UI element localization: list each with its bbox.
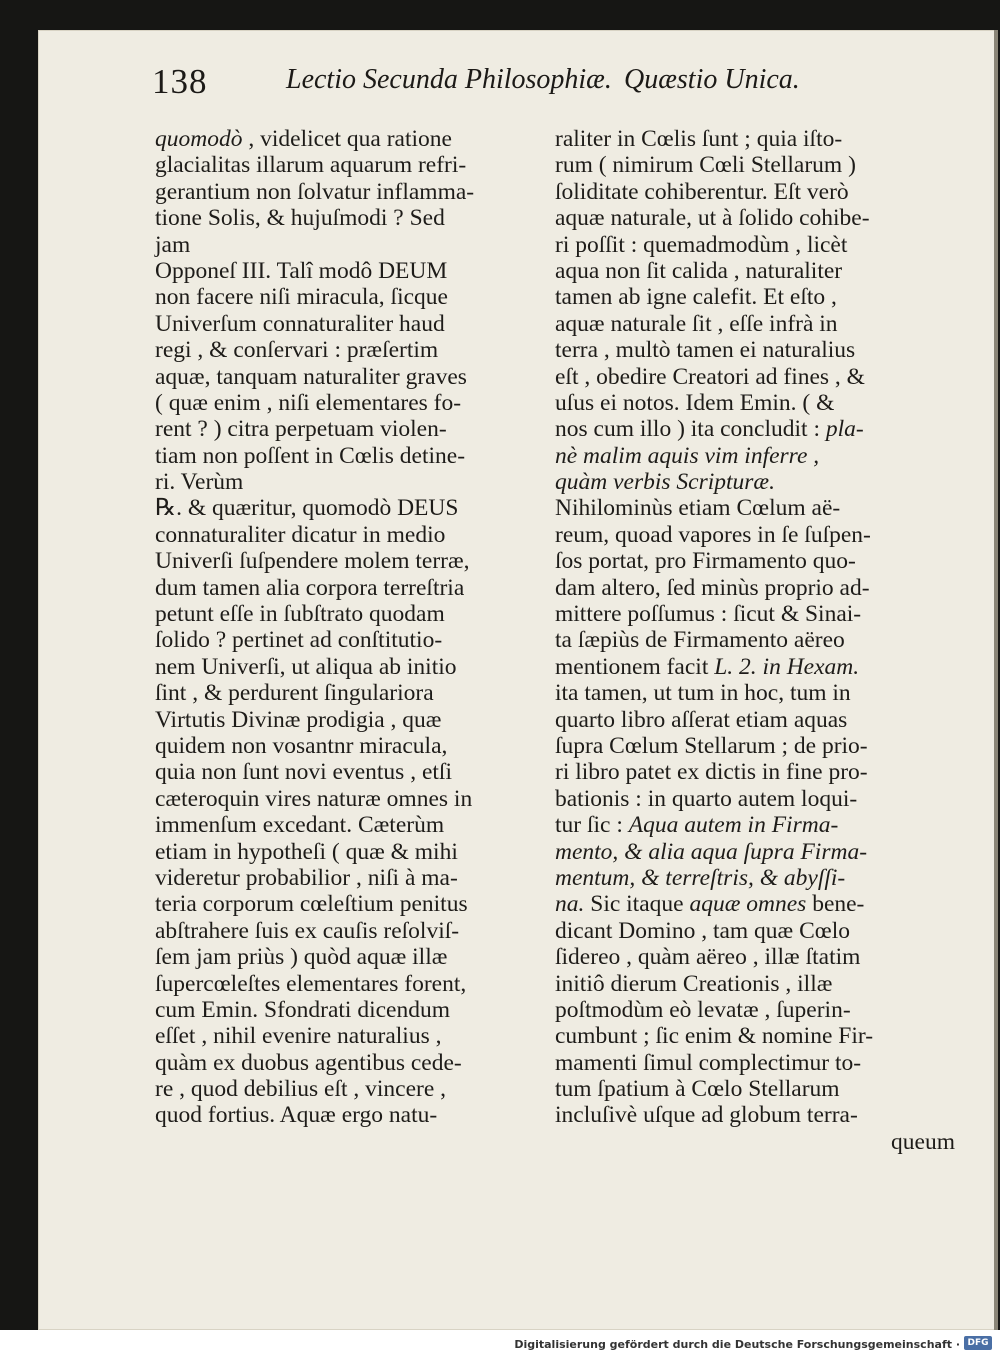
text-line — [155, 944, 555, 970]
footer-bar — [0, 1330, 1000, 1356]
text-line — [155, 997, 555, 1023]
text-segment: terra , multò tamen ei naturalius — [555, 337, 856, 364]
text-line — [555, 918, 955, 944]
running-head-question: Quæstio Unica. — [624, 64, 800, 95]
italic-text: L. 2. in Hexam. — [714, 653, 860, 680]
text-segment: ℞. & quæritur, quomodò DEUS — [155, 495, 459, 522]
text-line — [555, 284, 955, 310]
text-line — [555, 258, 955, 284]
text-segment: cæteroquin vires naturæ omnes in — [155, 785, 473, 812]
text-line — [555, 971, 955, 997]
text-line — [155, 575, 555, 601]
text-line — [555, 944, 955, 970]
text-segment: eſſet , nihil evenire naturalius , — [155, 1023, 442, 1050]
text-line — [555, 469, 955, 495]
text-segment: tum ſpatium à Cœlo Stellarum — [555, 1076, 840, 1103]
text-line — [555, 812, 955, 838]
italic-text: nè malim aquis vim inferre , — [555, 442, 820, 469]
text-line — [555, 575, 955, 601]
text-line — [555, 495, 955, 521]
dfg-logo: DFG — [964, 1336, 992, 1350]
text-segment: poſtmodùm eò levatæ , ſuperin- — [555, 996, 851, 1023]
text-line — [555, 416, 955, 442]
text-segment: non facere niſi miracula, ſicque — [155, 284, 448, 311]
italic-text: na. — [555, 891, 585, 918]
text-segment: reum, quoad vapores in ſe ſuſpen- — [555, 521, 871, 548]
text-line — [555, 364, 955, 390]
text-segment: ſoliditate cohiberentur. Eſt verò — [555, 178, 849, 205]
page-number: 138 — [152, 62, 208, 101]
text-segment: nem Univerſi, ut aliqua ab initio — [155, 653, 457, 680]
text-line — [555, 786, 955, 812]
text-segment: raliter in Cœlis ſunt ; quia iſto- — [555, 126, 843, 152]
text-segment: quàm ex duobus agentibus cede- — [155, 1049, 462, 1076]
text-line — [155, 179, 555, 205]
italic-text: mentum, & terreſtris, & abyſſi- — [555, 864, 846, 891]
text-segment: ta ſæpiùs de Firmamento aëreo — [555, 627, 845, 654]
text-segment: rum ( nimirum Cœli Stellarum ) — [555, 152, 856, 179]
text-segment: quidem non vosantnr miracula, — [155, 732, 448, 759]
text-segment: dum tamen alia corpora terreſtria — [155, 574, 465, 601]
text-line — [555, 232, 955, 258]
text-line — [555, 865, 955, 891]
text-line — [555, 1102, 955, 1128]
text-segment: cum Emin. Sfondrati dicendum — [155, 996, 451, 1023]
text-segment: initiô dierum Creationis , illæ — [555, 970, 833, 997]
text-line — [555, 337, 955, 363]
text-line — [555, 891, 955, 917]
text-line — [155, 627, 555, 653]
text-line — [555, 548, 955, 574]
text-segment: nos cum illo ) ita concludit : — [555, 416, 826, 443]
text-line — [155, 918, 555, 944]
text-segment: videretur probabilior , niſi à ma- — [155, 864, 458, 891]
text-segment: Univerſum connaturaliter haud — [155, 310, 445, 337]
italic-text: Aqua autem in Firma- — [628, 812, 839, 839]
text-line — [555, 205, 955, 231]
text-line — [155, 364, 555, 390]
text-segment: quarto libro aſſerat etiam aquas — [555, 706, 848, 733]
text-line — [155, 1102, 555, 1128]
text-line — [155, 152, 555, 178]
text-segment: Univerſi ſuſpendere molem terræ, — [155, 548, 470, 575]
page-edge — [994, 30, 998, 1330]
text-segment: mentionem facit — [555, 653, 715, 680]
text-segment: abſtrahere ſuis ex cauſis reſolviſ- — [155, 917, 460, 944]
text-segment: quod fortius. Aquæ ergo natu- — [155, 1102, 438, 1129]
text-segment: ri libro patet ex dictis in fine pro- — [555, 759, 868, 786]
text-segment: ri poſſit : quemadmodùm , licèt — [555, 231, 848, 258]
text-line — [555, 311, 955, 337]
text-segment: tione Solis, & hujuſmodi ? Sed — [155, 205, 445, 232]
text-segment: aquæ, tanquam naturaliter graves — [155, 363, 467, 390]
italic-text: pla- — [825, 416, 864, 443]
text-line — [155, 891, 555, 917]
text-segment: quia non ſunt novi eventus , etſi — [155, 759, 452, 786]
text-segment: bene- — [806, 891, 865, 918]
text-line — [155, 495, 555, 521]
text-segment: bationis : in quarto autem loqui- — [555, 785, 858, 812]
text-line — [155, 390, 555, 416]
text-line — [155, 548, 555, 574]
text-segment: Nihilominùs etiam Cœlum aë- — [555, 495, 841, 522]
text-segment: , videlicet qua ratione — [242, 126, 452, 152]
text-line — [555, 680, 955, 706]
text-line — [155, 337, 555, 363]
text-segment: connaturaliter dicatur in medio — [155, 521, 446, 548]
text-line — [155, 707, 555, 733]
text-segment: uſus ei notos. Idem Emin. ( & — [555, 389, 835, 416]
text-segment: gerantium non ſolvatur inflamma- — [155, 178, 475, 205]
text-line — [555, 522, 955, 548]
text-line — [555, 1050, 955, 1076]
text-line — [555, 179, 955, 205]
text-line — [555, 627, 955, 653]
text-segment: Sic itaque — [584, 891, 690, 918]
text-segment: petunt eſſe in ſubſtrato quodam — [155, 601, 445, 628]
text-line — [555, 759, 955, 785]
italic-text: mento, & alia aqua ſupra Firma- — [555, 838, 868, 865]
text-segment: etiam in hypotheſi ( quæ & mihi — [155, 838, 458, 865]
text-line — [555, 152, 955, 178]
text-line — [155, 416, 555, 442]
text-line — [555, 997, 955, 1023]
text-line — [155, 258, 555, 284]
text-segment: queum — [891, 1128, 955, 1155]
text-line — [155, 1076, 555, 1102]
right-text-column — [555, 126, 955, 1155]
text-line — [555, 126, 955, 152]
text-line — [555, 390, 955, 416]
funding-notice: Digitalisierung gefördert durch die Deutsche Forschungsgemeinschaft · — [514, 1338, 960, 1351]
text-line — [155, 680, 555, 706]
text-segment: ( quæ enim , niſi elementares fo- — [155, 389, 462, 416]
left-text-column — [155, 126, 555, 1129]
text-segment: mittere poſſumus : ſicut & Sinai- — [555, 601, 862, 628]
text-line — [555, 654, 955, 680]
text-segment: re , quod debilius eſt , vincere , — [155, 1076, 447, 1103]
text-segment: ſolido ? pertinet ad conſtitutio- — [155, 627, 443, 654]
text-segment: regi , & conſervari : præſertim — [155, 337, 439, 364]
text-segment: cumbunt ; ſic enim & nomine Fir- — [555, 1023, 874, 1050]
text-line — [155, 126, 555, 152]
text-segment: teria corporum cœleſtium penitus — [155, 891, 468, 918]
text-line — [155, 601, 555, 627]
text-segment: ita tamen, ut tum in hoc, tum in — [555, 680, 851, 707]
text-line — [555, 707, 955, 733]
text-line — [155, 971, 555, 997]
text-segment: incluſivè uſque ad globum terra- — [555, 1102, 858, 1129]
text-segment: dicant Domino , tam quæ Cœlo — [555, 917, 851, 944]
text-segment: tur ſic : — [555, 812, 629, 839]
italic-text: quomodò — [155, 126, 243, 152]
text-segment: glacialitas illarum aquarum refri- — [155, 152, 467, 179]
text-line — [155, 759, 555, 785]
text-segment: ſupercœleſtes elementares forent, — [155, 970, 467, 997]
text-segment: dam altero, ſed minùs proprio ad- — [555, 574, 870, 601]
text-line — [155, 865, 555, 891]
text-segment: rent ? ) citra perpetuam violen- — [155, 416, 447, 443]
text-segment: aquæ naturale, ut à ſolido cohibe- — [555, 205, 870, 232]
text-segment: immenſum excedant. Cæterùm — [155, 812, 445, 839]
text-line — [155, 522, 555, 548]
text-segment: ſos portat, pro Firmamento quo- — [555, 548, 856, 575]
text-line — [555, 1076, 955, 1102]
text-line — [555, 443, 955, 469]
text-line — [155, 311, 555, 337]
running-head-title: Lectio Secunda Philosophiæ. — [286, 64, 612, 95]
text-segment: Opponeſ III. Talî modô DEUM — [155, 257, 448, 284]
text-segment: Virtutis Divinæ prodigia , quæ — [155, 706, 442, 733]
text-line — [155, 205, 555, 231]
text-segment: mamenti ſimul complectimur to- — [555, 1049, 862, 1076]
text-segment: ri. Verùm — [155, 469, 244, 496]
text-line — [155, 786, 555, 812]
text-segment: ſidereo , quàm aëreo , illæ ſtatim — [555, 944, 861, 971]
running-head — [152, 62, 952, 132]
text-segment: ſint , & perdurent ſingulariora — [155, 680, 434, 707]
text-line — [155, 284, 555, 310]
text-line — [155, 1023, 555, 1049]
text-line — [155, 812, 555, 838]
text-segment: ſem jam priùs ) quòd aquæ illæ — [155, 944, 448, 971]
text-line — [555, 839, 955, 865]
text-line — [155, 443, 555, 469]
text-line — [555, 1129, 955, 1155]
text-line — [155, 469, 555, 495]
italic-text: quàm verbis Scripturæ. — [555, 469, 775, 496]
text-line — [155, 733, 555, 759]
text-line — [155, 232, 555, 258]
text-line — [555, 601, 955, 627]
text-line — [555, 733, 955, 759]
text-segment: jam — [155, 231, 191, 258]
text-line — [555, 1023, 955, 1049]
text-segment: ſupra Cœlum Stellarum ; de prio- — [555, 732, 868, 759]
text-segment: tamen ab igne calefit. Et eſto , — [555, 284, 837, 311]
text-line — [155, 654, 555, 680]
text-line — [155, 1050, 555, 1076]
text-segment: aqua non ſit calida , naturaliter — [555, 257, 843, 284]
text-line — [155, 839, 555, 865]
text-segment: tiam non poſſent in Cœlis detine- — [155, 442, 466, 469]
italic-text: aquæ omnes — [689, 891, 807, 918]
text-segment: aquæ naturale ſit , eſſe infrà in — [555, 310, 838, 337]
text-segment: eſt , obedire Creatori ad fines , & — [555, 363, 865, 390]
